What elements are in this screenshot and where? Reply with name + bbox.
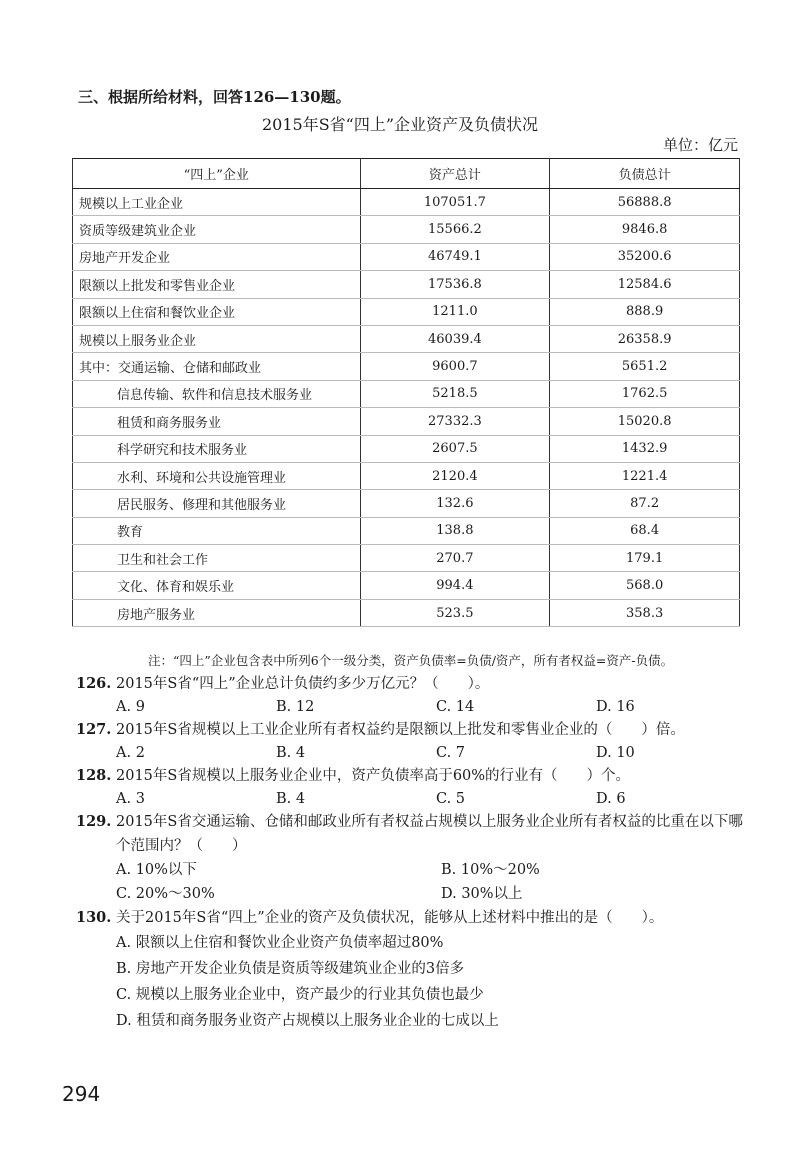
option-c: C. 5 xyxy=(436,791,466,807)
row-liabilities: 35200.6 xyxy=(550,243,740,270)
option-c: C. 14 xyxy=(436,699,475,715)
question-text: 2015年S省“四上”企业总计负债约多少万亿元？（ ）。 xyxy=(116,676,490,692)
option-a: A. 3 xyxy=(116,791,145,807)
question-text: 2015年S省交通运输、仓储和邮政业所有者权益占规模以上服务业企业所有者权益的比重在以下哪个范围内？（ ） xyxy=(116,814,743,854)
option-d: D. 10 xyxy=(596,745,635,761)
row-assets: 1211.0 xyxy=(360,298,550,325)
row-name: 房地产服务业 xyxy=(73,599,361,626)
row-assets: 994.4 xyxy=(360,572,550,599)
option-a: A. 9 xyxy=(116,699,145,715)
row-liabilities: 68.4 xyxy=(550,517,740,544)
table-row xyxy=(73,572,740,599)
row-liabilities: 568.0 xyxy=(550,572,740,599)
row-assets: 270.7 xyxy=(360,545,550,572)
table-row xyxy=(73,599,740,626)
question-number: 128. xyxy=(76,767,112,784)
row-assets: 2607.5 xyxy=(360,435,550,462)
table-row xyxy=(73,353,740,380)
table-row xyxy=(73,545,740,572)
row-assets: 9600.7 xyxy=(360,353,550,380)
table-row xyxy=(73,243,740,270)
option-d: D. 16 xyxy=(596,699,635,715)
row-name: 居民服务、修理和其他服务业 xyxy=(73,490,361,517)
table-row xyxy=(73,435,740,462)
row-name: 规模以上服务业企业 xyxy=(73,325,361,352)
option-b: B. 10%～20% xyxy=(441,862,540,878)
section-heading: 三、根据所给材料，回答126—130题。 xyxy=(78,88,351,106)
question-text: 2015年S省规模以上服务业企业中，资产负债率高于60%的行业有（ ）个。 xyxy=(116,768,631,784)
option-d: D. 30%以上 xyxy=(441,886,523,902)
option-a: A. 10%以下 xyxy=(116,862,197,878)
option-b: B. 12 xyxy=(276,699,315,715)
row-name: 教育 xyxy=(73,517,361,544)
row-liabilities: 179.1 xyxy=(550,545,740,572)
row-name: 信息传输、软件和信息技术服务业 xyxy=(73,380,361,407)
row-name: 水利、环境和公共设施管理业 xyxy=(73,462,361,489)
question-list xyxy=(76,672,756,1034)
question-text: 关于2015年S省“四上”企业的资产及负债状况，能够从上述材料中推出的是（ ）。 xyxy=(116,910,664,926)
row-name: 文化、体育和娱乐业 xyxy=(73,572,361,599)
table-row xyxy=(73,325,740,352)
option-a: A. 限额以上住宿和餐饮业企业资产负债率超过80% xyxy=(116,935,444,951)
option-c: C. 7 xyxy=(436,745,466,761)
question-127 xyxy=(76,718,756,764)
row-name: 房地产开发企业 xyxy=(73,243,361,270)
row-name: 科学研究和技术服务业 xyxy=(73,435,361,462)
question-130 xyxy=(76,906,756,1034)
row-name: 卫生和社会工作 xyxy=(73,545,361,572)
row-liabilities: 26358.9 xyxy=(550,325,740,352)
row-name: 限额以上住宿和餐饮业企业 xyxy=(73,298,361,325)
option-c: C. 规模以上服务业企业中，资产最少的行业其负债也最少 xyxy=(116,987,484,1003)
row-assets: 5218.5 xyxy=(360,380,550,407)
table-row xyxy=(73,517,740,544)
row-liabilities: 358.3 xyxy=(550,599,740,626)
question-128 xyxy=(76,764,756,810)
row-name: 其中：交通运输、仓储和邮政业 xyxy=(73,353,361,380)
question-129 xyxy=(76,810,756,906)
question-number: 130. xyxy=(76,909,112,926)
row-liabilities: 9846.8 xyxy=(550,216,740,243)
question-number: 129. xyxy=(76,813,112,830)
row-assets: 46039.4 xyxy=(360,325,550,352)
header-liabilities: 负债总计 xyxy=(550,159,740,189)
row-liabilities: 15020.8 xyxy=(550,408,740,435)
question-126 xyxy=(76,672,756,718)
table-row xyxy=(73,490,740,517)
row-liabilities: 1221.4 xyxy=(550,462,740,489)
data-table xyxy=(72,158,740,627)
option-b: B. 房地产开发企业负债是资质等级建筑业企业的3倍多 xyxy=(116,961,465,977)
row-assets: 132.6 xyxy=(360,490,550,517)
row-liabilities: 1762.5 xyxy=(550,380,740,407)
unit-label: 单位：亿元 xyxy=(662,136,738,154)
question-number: 126. xyxy=(76,675,112,692)
table-row xyxy=(73,216,740,243)
row-assets: 27332.3 xyxy=(360,408,550,435)
row-name: 租赁和商务服务业 xyxy=(73,408,361,435)
question-text: 2015年S省规模以上工业企业所有者权益约是限额以上批发和零售业企业的（ ）倍。 xyxy=(116,722,685,738)
table-row xyxy=(73,298,740,325)
row-assets: 15566.2 xyxy=(360,216,550,243)
row-liabilities: 12584.6 xyxy=(550,271,740,298)
row-assets: 523.5 xyxy=(360,599,550,626)
option-c: C. 20%～30% xyxy=(116,886,215,902)
option-d: D. 租赁和商务服务业资产占规模以上服务业企业的七成以上 xyxy=(116,1013,499,1029)
row-assets: 17536.8 xyxy=(360,271,550,298)
option-b: B. 4 xyxy=(276,791,306,807)
header-assets: 资产总计 xyxy=(360,159,550,189)
row-assets: 2120.4 xyxy=(360,462,550,489)
row-name: 资质等级建筑业企业 xyxy=(73,216,361,243)
row-liabilities: 56888.8 xyxy=(550,189,740,216)
table-note: 注：“四上”企业包含表中所列6个一级分类，资产负债率=负债/资产，所有者权益=资产-负债。 xyxy=(148,653,674,668)
header-enterprise: “四上”企业 xyxy=(73,159,361,189)
table-row xyxy=(73,462,740,489)
row-name: 规模以上工业企业 xyxy=(73,189,361,216)
page-number: 294 xyxy=(62,1082,101,1106)
option-d: D. 6 xyxy=(596,791,626,807)
question-number: 127. xyxy=(76,721,112,738)
table-row xyxy=(73,408,740,435)
table-title: 2015年S省“四上”企业资产及负债状况 xyxy=(261,115,539,134)
row-assets: 46749.1 xyxy=(360,243,550,270)
table-row xyxy=(73,189,740,216)
row-liabilities: 1432.9 xyxy=(550,435,740,462)
row-liabilities: 888.9 xyxy=(550,298,740,325)
option-a: A. 2 xyxy=(116,745,145,761)
row-assets: 138.8 xyxy=(360,517,550,544)
table-row xyxy=(73,271,740,298)
table-row xyxy=(73,380,740,407)
row-name: 限额以上批发和零售业企业 xyxy=(73,271,361,298)
option-b: B. 4 xyxy=(276,745,306,761)
row-assets: 107051.7 xyxy=(360,189,550,216)
row-liabilities: 87.2 xyxy=(550,490,740,517)
row-liabilities: 5651.2 xyxy=(550,353,740,380)
table-header-row xyxy=(73,159,740,189)
